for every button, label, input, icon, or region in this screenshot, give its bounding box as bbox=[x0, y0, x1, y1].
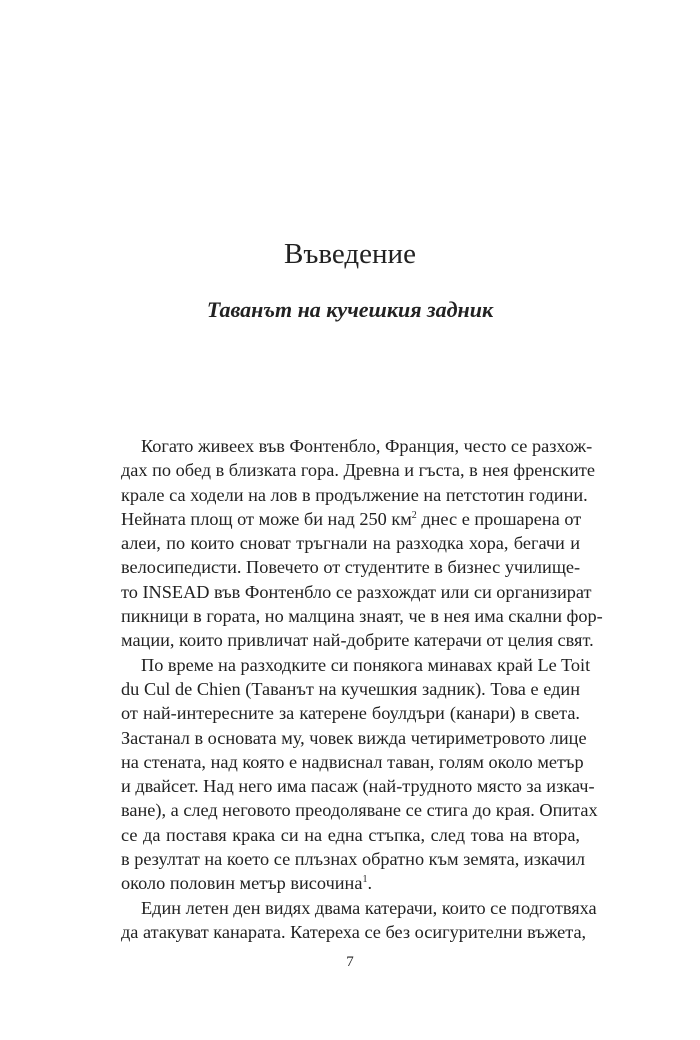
text-line: Когато живеех във Фонтенбло, Франция, често се разхож- bbox=[141, 436, 593, 456]
text-fragment: Нейната площ от може би над 250 км bbox=[121, 508, 412, 529]
text-line: се да поставя крака си на една стъпка, след това на втора, bbox=[121, 824, 580, 845]
text-fragment: около половин метър височина bbox=[121, 873, 363, 894]
text-line: дах по обед в близката гора. Древна и гъста, в нея френските bbox=[121, 460, 596, 481]
text-line-with-superscript bbox=[121, 507, 580, 531]
text-line: да атакуват канарата. Катереха се без осигурителни въжета, bbox=[121, 921, 587, 942]
chapter-title: Въведение bbox=[284, 238, 416, 270]
text-line: ване), а след неговото преодоляване се стига до края. Опитах bbox=[121, 800, 598, 821]
text-fragment: . bbox=[367, 873, 373, 894]
text-line: в резултат на което се плъзнах обратно към земята, изкачил bbox=[121, 849, 586, 870]
footnote-marker[interactable]: 1 bbox=[362, 874, 368, 886]
body-text bbox=[121, 434, 603, 944]
superscript-exponent: 2 bbox=[411, 509, 417, 521]
text-line: пикници в гората, но малцина знаят, че в нея има скални фор- bbox=[121, 606, 603, 627]
text-line: на стената, над която е надвиснал таван, голям около метър bbox=[121, 751, 584, 772]
text-line: мации, които привличат най-добрите катерачи от целия свят. bbox=[121, 630, 594, 651]
chapter-subtitle: Таванът на кучешкия задник bbox=[206, 297, 494, 322]
page-number: 7 bbox=[346, 954, 354, 970]
text-line: то INSEAD във Фонтенбло се разхождат или си организират bbox=[121, 581, 592, 602]
paragraph-3 bbox=[121, 896, 597, 945]
text-line: Един летен ден видях двама катерачи, които се подготвяха bbox=[141, 897, 597, 918]
text-fragment: днес е прошарена от bbox=[416, 508, 582, 529]
text-line: и двайсет. Над него има пасаж (най-трудното място за изкач- bbox=[121, 776, 595, 797]
paragraph-2 bbox=[121, 653, 598, 896]
text-line-with-footnote bbox=[121, 871, 580, 895]
text-line: алеи, по които сноват тръгнали на разходка хора, бегачи и bbox=[121, 533, 580, 554]
text-line: крале са ходели на лов в продължение на петстотин години. bbox=[121, 484, 588, 505]
paragraph-1 bbox=[121, 434, 603, 653]
text-line: от най-интересните за катерене боулдъри (канари) в света. bbox=[121, 703, 580, 724]
text-line: du Cul de Chien (Таванът на кучешкия задник). Това е един bbox=[121, 678, 580, 699]
text-line: Застанал в основата му, човек вижда четириметровото лице bbox=[121, 727, 587, 748]
text-line: велосипедисти. Повечето от студентите в бизнес училище- bbox=[121, 557, 581, 578]
text-line: По време на разходките си понякога минавах край Le Toit bbox=[141, 654, 591, 675]
